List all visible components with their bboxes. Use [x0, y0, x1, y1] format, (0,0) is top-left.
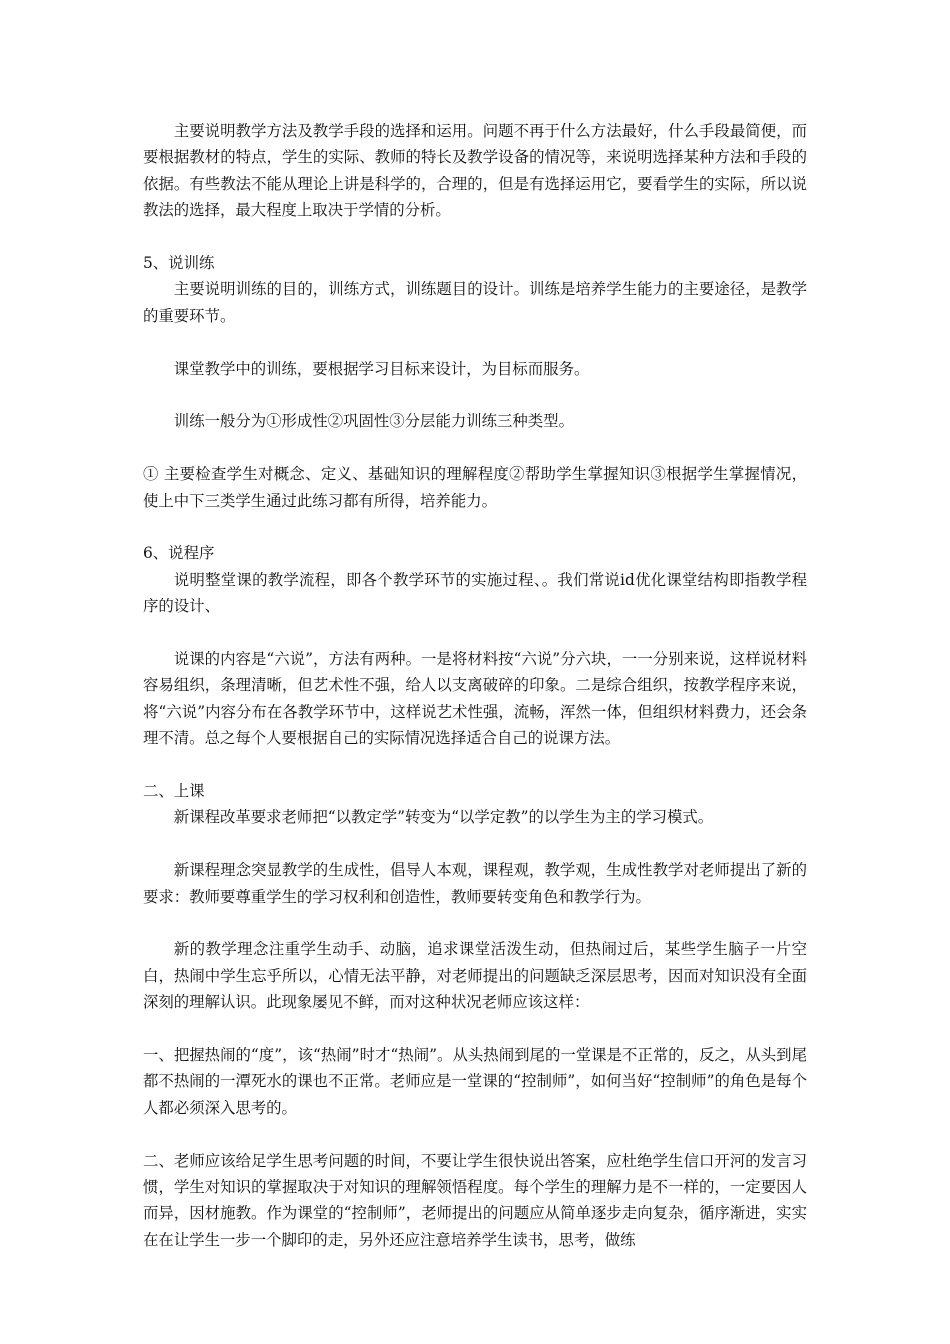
paragraph-teaching-methods: 主要说明教学方法及教学手段的选择和运用。问题不再于什么方法最好，什么手段最简便，而要根据教材的特点，学生的实际、教师的特长及教学设备的情况等，来说明选择某种方法和手段的依据。有些教法不能从理论上讲是科学的，合理的，但是有选择运用它，要看学生的实际，所以说教法的选择，最大程度上取决于学情的分析。	[143, 122, 807, 220]
paragraph-six-talks: 说课的内容是“六说”，方法有两种。一是将材料按“六说”分六块，一一分别来说，这样说材料容易组织，条理清晰，但艺术性不强，给人以支离破碎的印象。二是综合组织，按教学程序来说，将“六说”内容分布在各教学环节中，这样说艺术性强，流畅，浑然一体，但组织材料费力，还会条理不清。总之每个人要根据自己的实际情况选择适合自己的说课方法。	[143, 650, 807, 748]
paragraph-classroom-training: 课堂教学中的训练，要根据学习目标来设计，为目标而服务。	[173, 359, 590, 378]
paragraph-training-types: 训练一般分为①形成性②巩固性③分层能力训练三种类型。	[173, 412, 574, 431]
heading-training: 5、说训练	[143, 254, 215, 273]
heading-class: 二、上课	[143, 782, 205, 801]
paragraph-point-one: 一、把握热闹的“度”，该“热闹”时才“热闹”。从头热闹到尾的一堂课是不正常的，反之，从头到尾都不热闹的一潭死水的课也不正常。老师应是一堂课的“控制师”，如何当好“控制师”的角色是每个人都必须深入思考的。	[143, 1046, 807, 1117]
paragraph-training-purpose: 主要说明训练的目的，训练方式，训练题目的设计。训练是培养学生能力的主要途径，是教学的重要环节。	[143, 280, 807, 325]
paragraph-procedure: 说明整堂课的教学流程，即各个教学环节的实施过程、。我们常说id优化课堂结构即指教学程序的设计、	[143, 570, 807, 616]
heading-procedure: 6、说程序	[143, 544, 215, 563]
paragraph-point-two: 二、老师应该给足学生思考问题的时间，不要让学生很快说出答案，应杜绝学生信口开河的发言习惯，学生对知识的掌握取决于对知识的理解领悟程度。每个学生的理解力是不一样的，一定要因人而异，因材施教。作为课堂的“控制师”，老师提出的问题应从简单逐步走向复杂，循序渐进，实实在在让学生一步一个脚印的走，另外还应注意培养学生读书，思考，做练	[143, 1151, 807, 1249]
paragraph-training-details: ① 主要检查学生对概念、定义、基础知识的理解程度②帮助学生掌握知识③根据学生掌握情况，使上中下三类学生通过此练习都有所得，培养能力。	[143, 465, 807, 510]
paragraph-teaching-concept: 新的教学理念注重学生动手、动脑，追求课堂活泼生动，但热闹过后，某些学生脑子一片空白，热闹中学生忘乎所以，心情无法平静，对老师提出的问题缺乏深层思考，因而对知识没有全面深刻的理解认识。此现象屡见不鲜，而对这种状况老师应该这样：	[143, 940, 807, 1012]
paragraph-curriculum-reform: 新课程改革要求老师把“以教定学”转变为“以学定教”的以学生为主的学习模式。	[173, 808, 714, 827]
paragraph-curriculum-concept: 新课程理念突显教学的生成性，倡导人本观，课程观，教学观，生成性教学对老师提出了新的要求：教师要尊重学生的学习权利和创造性，教师要转变角色和教学行为。	[143, 861, 807, 906]
document-page	[143, 118, 807, 1253]
